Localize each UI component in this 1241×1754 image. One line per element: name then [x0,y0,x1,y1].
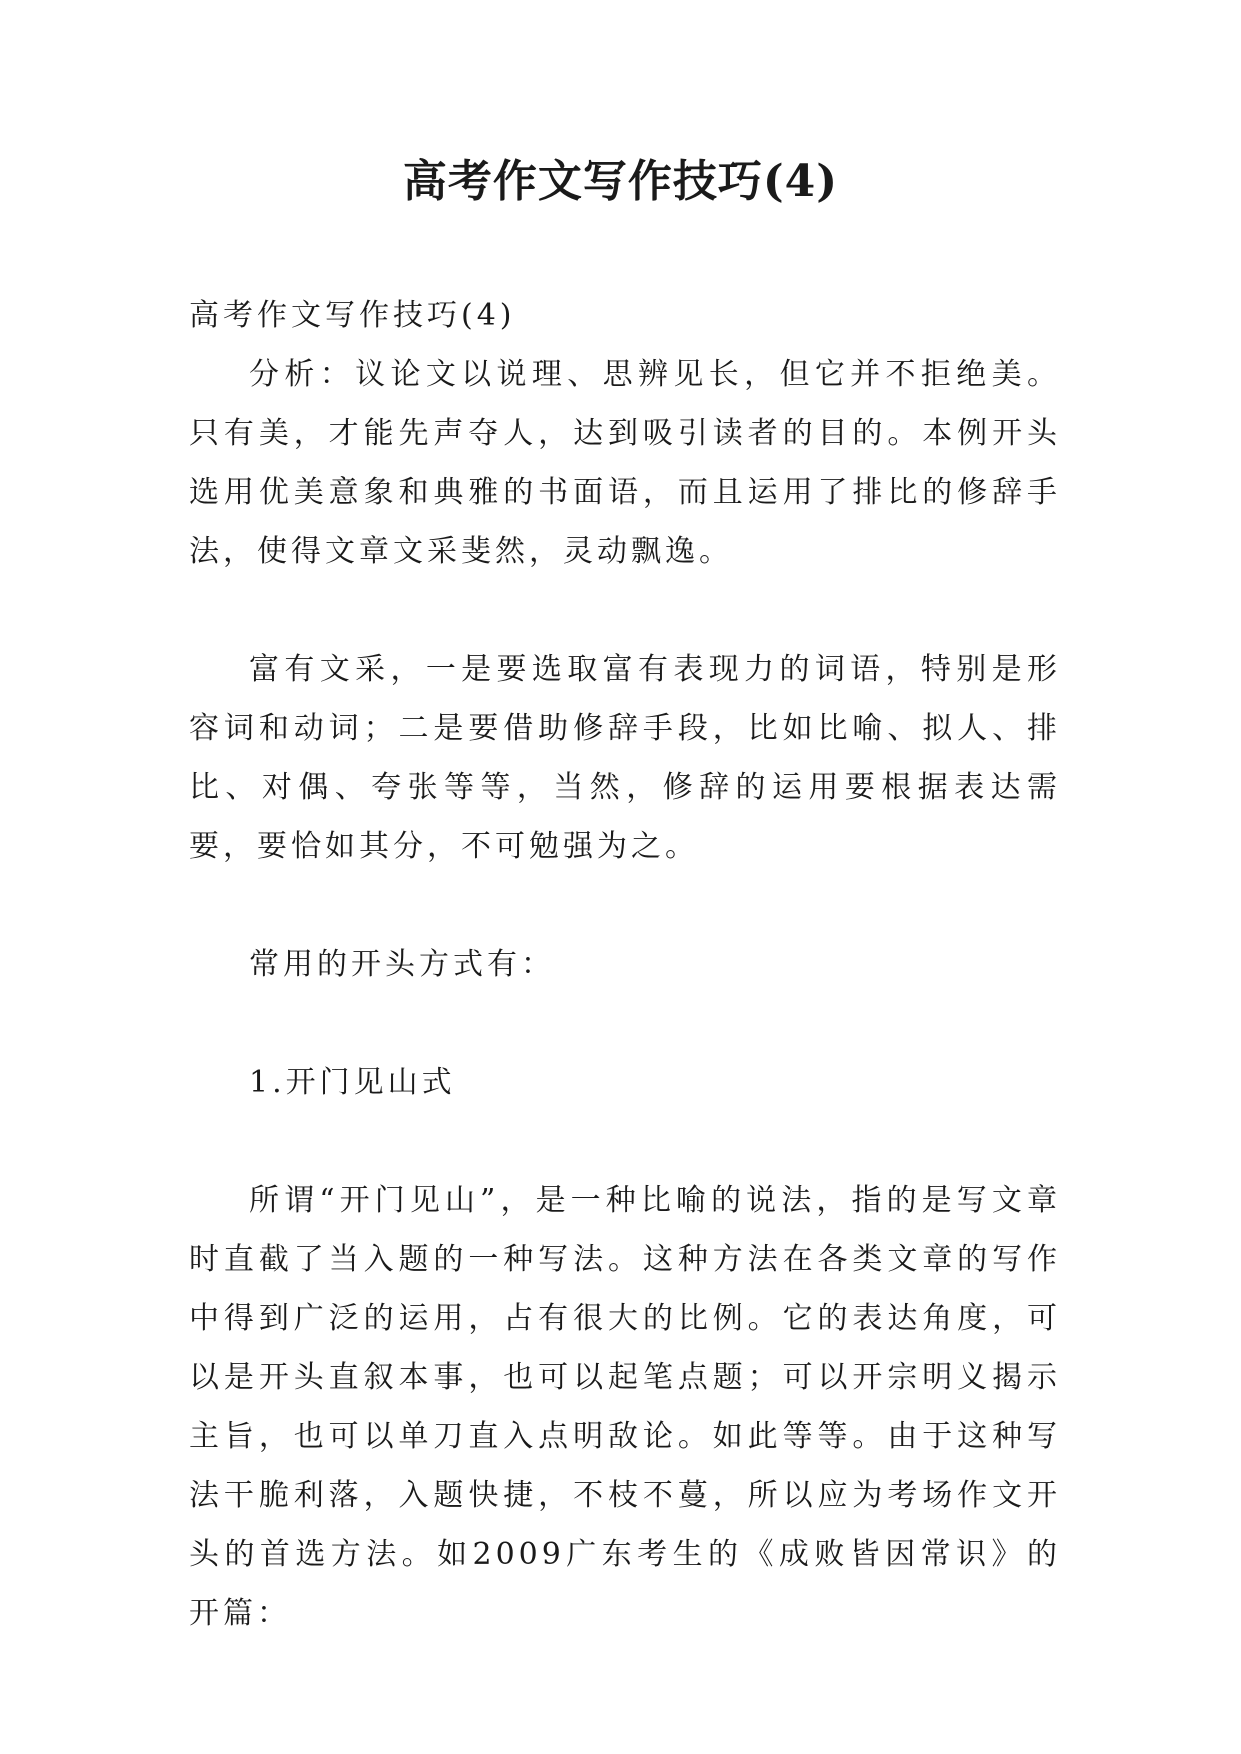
document-title: 高考作文写作技巧(4) [402,156,839,207]
analysis-paragraph: 分析：议论文以说理、思辨见长，但它并不拒绝美。只有美，才能先声夺人，达到吸引读者的目的。本例开头选用优美意象和典雅的书面语，而且运用了排比的修辞手法，使得文章文采斐然，灵动飘逸。 [189,357,1061,569]
method-description-paragraph: 所谓“开门见山”，是一种比喻的说法，指的是写文章时直截了当入题的一种写法。这种方法在各类文章的写作中得到广泛的运用，占有很大的比例。它的表达角度，可以是开头直叙本事，也可以起笔点题；可以开宗明义揭示主旨，也可以单刀直入点明敌论。如此等等。由于这种写法干脆利落，入题快捷，不枝不蔓，所以应为考场作文开头的首选方法。如2009广东考生的《成败皆因常识》的开篇： [189,1183,1061,1631]
paragraph-spacer [189,994,1061,1053]
subtitle-paragraph: 高考作文写作技巧(4) [189,298,516,333]
method-heading: 1.开门见山式 [249,1065,456,1100]
paragraph-spacer [189,581,1061,640]
document-body [189,286,1061,1643]
opening-methods-intro: 常用的开头方式有： [249,947,555,982]
paragraph-spacer [189,876,1061,935]
rhetoric-paragraph: 富有文采，一是要选取富有表现力的词语，特别是形容词和动词；二是要借助修辞手段，比如比喻、拟人、排比、对偶、夸张等等，当然，修辞的运用要根据表达需要，要恰如其分，不可勉强为之。 [189,652,1061,864]
paragraph-spacer [189,1112,1061,1171]
